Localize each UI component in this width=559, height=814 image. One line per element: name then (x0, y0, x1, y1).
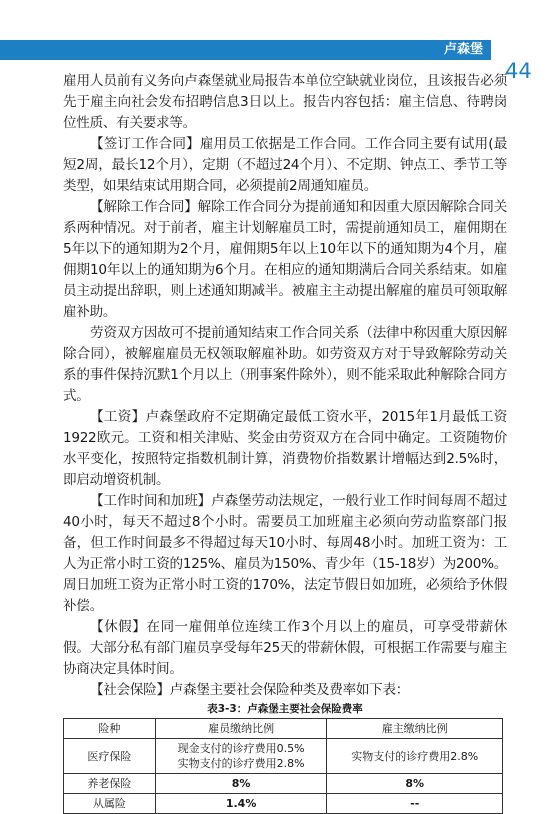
page-number: 44 (505, 59, 532, 83)
employee-rate-cell (155, 794, 327, 814)
insurance-type-cell: 从属险 (64, 794, 156, 814)
employee-rate-cell (155, 739, 327, 774)
employer-rate-cell: 实物支付的诊疗费用2.8% (327, 739, 503, 774)
column-header-employer: 雇主缴纳比例 (327, 719, 503, 739)
table-header-row (64, 719, 503, 739)
employee-rate-line: 8% (231, 777, 251, 790)
paragraph: 【休假】在同一雇佣单位连续工作3个月以上的雇员，可享受带薪休假。大部分私有部门雇员享受每年25天的带薪休假，可根据工作需要与雇主协商决定具体时间。 (63, 619, 507, 677)
paragraph: 【签订工作合同】雇用员工依据是工作合同。工作合同主要有试用(最短2周，最长12个月），定期（不超过24个月）、不定期、钟点工、季节工等类型，如果结束试用期合同，必须提前2周通知雇员。 (63, 136, 507, 194)
employee-rate-line: 实物支付的诊疗费用2.8% (177, 757, 305, 770)
employee-rate-cell (155, 774, 327, 794)
insurance-type-cell: 养老保险 (64, 774, 156, 794)
table-row (64, 794, 503, 814)
table-row (64, 739, 503, 774)
insurance-type-cell: 医疗保险 (64, 739, 156, 774)
body-text (63, 71, 507, 701)
employer-rate-cell: -- (327, 794, 503, 814)
table-row (64, 774, 503, 794)
paragraph: 雇用人员前有义务向卢森堡就业局报告本单位空缺就业岗位，且该报告必须先于雇主向社会发布招聘信息3日以上。报告内容包括：雇主信息、待聘岗位性质、有关要求等。 (63, 73, 507, 131)
table-caption: 表3-3：卢森堡主要社会保险费率 (207, 703, 363, 715)
paragraph: 劳资双方因故可不提前通知结束工作合同关系（法律中称因重大原因解除合同），被解雇雇员无权领取解雇补助。如劳资双方对于导致解除劳动关系的事件保持沉默1个月以上（刑事案件除外），则不能采取此种解除合同方式。 (63, 325, 507, 404)
header-bar (0, 40, 491, 60)
paragraph: 【社会保险】卢森堡主要社会保险种类及费率如下表： (90, 682, 410, 698)
column-header-type: 险种 (64, 719, 156, 739)
page-content (63, 71, 507, 814)
paragraph: 【工作时间和加班】卢森堡劳动法规定，一般行业工作时间每周不超过40小时，每天不超过8个小时。需要员工加班雇主必须向劳动监察部门报备，但工作时间最多不得超过每天10小时、每周48小时。加班工资为：工人为正常小时工资的125%、雇员为150%、青少年（15-18岁）为200%。周日加班工资为正常小时工资的170%，法定节假日如加班，必须给予休假补偿。 (63, 493, 507, 614)
column-header-employee: 雇员缴纳比例 (155, 719, 327, 739)
insurance-rate-table (63, 718, 503, 814)
paragraph: 【解除工作合同】解除工作合同分为提前通知和因重大原因解除合同关系两种情况。对于前者，雇主计划解雇员工时，需提前通知员工，雇佣期在5年以下的通知期为2个月，雇佣期5年以上10年以下的通知期为4个月，雇佣期10年以上的通知期为6个月。在相应的通知期满后合同关系结束。如雇员主动提出辞职，则上述通知期减半。被雇主主动提出解雇的雇员可领取解雇补助。 (63, 199, 507, 320)
employee-rate-line: 现金支付的诊疗费用0.5% (177, 742, 305, 755)
paragraph: 【工资】卢森堡政府不定期确定最低工资水平，2015年1月最低工资1922欧元。工资和相关津贴、奖金由劳资双方在合同中确定。工资随物价水平变化，按照特定指数机制计算，消费物价指数累计增幅达到2.5%时，即启动增资机制。 (63, 409, 507, 488)
employee-rate-line: 1.4% (225, 797, 257, 810)
header-title: 卢森堡 (443, 42, 483, 57)
employer-rate-cell: 8% (327, 774, 503, 794)
